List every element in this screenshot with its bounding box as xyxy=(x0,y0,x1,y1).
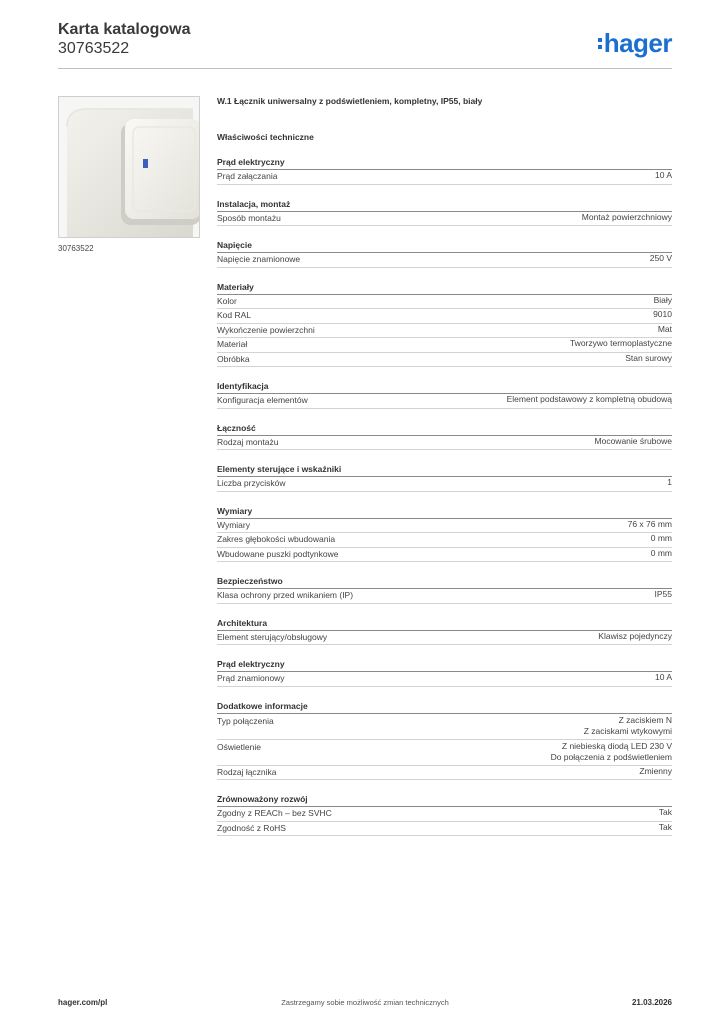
group-title: Architektura xyxy=(217,617,672,631)
group-title: Materiały xyxy=(217,281,672,295)
wall-switch-icon xyxy=(59,97,200,238)
spec-row xyxy=(217,212,672,227)
spec-value-line: Tak xyxy=(658,821,672,832)
group-title: Dodatkowe informacje xyxy=(217,700,672,714)
spec-value xyxy=(551,741,672,764)
page-header xyxy=(58,20,672,70)
spec-row xyxy=(217,353,672,368)
hager-logo xyxy=(598,28,672,59)
spec-label: Zgodny z REACh – bez SVHC xyxy=(217,808,332,818)
spec-label: Wymiary xyxy=(217,519,250,530)
spec-value-line: Do połączenia z podświetleniem xyxy=(550,752,672,762)
spec-value-line: 0 mm xyxy=(650,533,672,543)
spec-value xyxy=(625,353,672,367)
spec-value-line: Z zaciskiem N xyxy=(618,714,672,725)
spec-row xyxy=(217,338,672,353)
spec-value xyxy=(659,822,672,836)
logo-text: hager xyxy=(603,28,672,58)
group-title: Napięcie xyxy=(217,239,672,253)
spec-value xyxy=(598,631,672,645)
footer-date: 21.03.2026 xyxy=(631,998,672,1007)
spec-row xyxy=(217,519,672,534)
spec-row xyxy=(217,253,672,268)
spec-value xyxy=(658,324,672,338)
spec-value xyxy=(655,170,672,184)
spec-value-line: 9010 xyxy=(653,309,672,319)
spec-row xyxy=(217,548,672,563)
spec-label: Element sterujący/obsługowy xyxy=(217,631,328,642)
spec-group xyxy=(217,156,672,185)
spec-label: Liczba przycisków xyxy=(217,478,286,488)
spec-value xyxy=(655,672,672,686)
group-title: Łączność xyxy=(217,422,672,436)
spec-label: Kod RAL xyxy=(217,310,252,320)
spec-label: Prąd znamionowy xyxy=(217,673,285,683)
spec-row xyxy=(217,714,672,740)
spec-label: Zakres głębokości wbudowania xyxy=(217,534,336,544)
spec-value-line: Mocowanie śrubowe xyxy=(594,435,672,446)
spec-group xyxy=(217,793,672,836)
group-title: Elementy sterujące i wskaźniki xyxy=(217,463,672,477)
spec-label: Zgodność z RoHS xyxy=(217,822,286,833)
spec-value-line: Z niebieską diodą LED 230 V xyxy=(561,740,672,751)
spec-value-line: 250 V xyxy=(649,253,672,263)
spec-label: Kolor xyxy=(217,295,237,306)
spec-row xyxy=(217,740,672,766)
spec-row xyxy=(217,170,672,185)
group-title: Zrównoważony rozwój xyxy=(217,793,672,807)
spec-value xyxy=(570,338,672,352)
spec-value xyxy=(639,766,672,780)
group-title: Prąd elektryczny xyxy=(217,658,672,672)
spec-value-line: 0 mm xyxy=(650,547,672,558)
spec-row xyxy=(217,436,672,451)
spec-value xyxy=(667,477,672,491)
spec-group xyxy=(217,198,672,227)
spec-value-line: 1 xyxy=(667,477,672,487)
group-title: Prąd elektryczny xyxy=(217,156,672,170)
group-title: Instalacja, montaż xyxy=(217,198,672,212)
spec-value xyxy=(654,295,672,309)
spec-label: Oświetlenie xyxy=(217,741,261,752)
spec-group xyxy=(217,505,672,563)
spec-group xyxy=(217,422,672,451)
spec-group xyxy=(217,617,672,646)
spec-row xyxy=(217,589,672,604)
document-title: Karta katalogowa xyxy=(58,21,191,38)
spec-group xyxy=(217,281,672,368)
spec-group xyxy=(217,463,672,492)
document-number: 30763522 xyxy=(58,40,130,57)
group-title: Identyfikacja xyxy=(217,380,672,394)
spec-value-line: Element podstawowy z kompletną obudową xyxy=(506,394,672,404)
header-divider xyxy=(58,68,672,69)
spec-value xyxy=(650,253,672,267)
spec-label: Materiał xyxy=(217,339,248,349)
spec-value-line: Tak xyxy=(658,807,672,817)
footer-link[interactable]: hager.com/pl xyxy=(58,998,108,1007)
section-title: Właściwości techniczne xyxy=(217,132,314,142)
spec-row xyxy=(217,309,672,324)
spec-value-line: Tworzywo termoplastyczne xyxy=(569,338,672,348)
specifications xyxy=(217,95,672,836)
spec-value xyxy=(651,548,672,562)
spec-label: Obróbka xyxy=(217,353,250,364)
spec-row xyxy=(217,672,672,687)
footer-disclaimer: Zastrzegamy sobie możliwość zmian technicznych xyxy=(281,998,449,1007)
spec-value-line: Z zaciskami wtykowymi xyxy=(583,726,672,736)
spec-group xyxy=(217,239,672,268)
spec-value-line: 10 A xyxy=(654,672,672,682)
spec-row xyxy=(217,631,672,646)
spec-value-line: Mat xyxy=(657,323,672,334)
spec-value-line: 76 x 76 mm xyxy=(627,518,672,529)
spec-value xyxy=(628,519,672,533)
spec-label: Prąd załączania xyxy=(217,171,278,181)
spec-label: Rodzaj montażu xyxy=(217,436,279,447)
spec-value-line: 10 A xyxy=(654,170,672,180)
spec-label: Typ połączenia xyxy=(217,715,274,726)
spec-row xyxy=(217,822,672,837)
spec-value-line: Stan surowy xyxy=(625,352,672,363)
group-title: Wymiary xyxy=(217,505,672,519)
spec-value xyxy=(651,533,672,547)
spec-value xyxy=(582,212,672,226)
spec-label: Klasa ochrony przed wnikaniem (IP) xyxy=(217,590,354,600)
spec-row xyxy=(217,533,672,548)
spec-value xyxy=(507,394,672,408)
spec-value-line: Biały xyxy=(653,294,672,305)
logo-dots-icon xyxy=(598,38,602,49)
spec-value xyxy=(595,436,672,450)
spec-groups xyxy=(217,156,672,836)
spec-value-line: Klawisz pojedynczy xyxy=(598,630,672,641)
spec-row xyxy=(217,807,672,822)
spec-group xyxy=(217,700,672,781)
spec-label: Konfiguracja elementów xyxy=(217,395,308,405)
spec-row xyxy=(217,477,672,492)
group-title: Bezpieczeństwo xyxy=(217,575,672,589)
spec-group xyxy=(217,380,672,409)
spec-group xyxy=(217,658,672,687)
spec-value-line: Zmienny xyxy=(639,765,672,776)
product-title: W.1 Łącznik uniwersalny z podświetleniem, kompletny, IP55, biały xyxy=(217,96,483,106)
spec-value-line: Montaż powierzchniowy xyxy=(581,211,672,222)
spec-label: Rodzaj łącznika xyxy=(217,766,277,777)
spec-row xyxy=(217,766,672,781)
spec-row xyxy=(217,295,672,310)
spec-label: Sposób montażu xyxy=(217,212,281,223)
spec-value-line: IP55 xyxy=(654,589,672,599)
spec-row xyxy=(217,324,672,339)
spec-label: Wykończenie powierzchni xyxy=(217,324,315,335)
spec-label: Napięcie znamionowe xyxy=(217,254,301,264)
spec-value xyxy=(584,715,672,738)
product-image xyxy=(58,96,200,238)
spec-value xyxy=(659,807,672,821)
spec-value xyxy=(653,309,672,323)
spec-label: Wbudowane puszki podtynkowe xyxy=(217,548,339,559)
spec-value xyxy=(655,589,673,603)
spec-row xyxy=(217,394,672,409)
spec-group xyxy=(217,575,672,604)
image-caption: 30763522 xyxy=(58,244,94,253)
